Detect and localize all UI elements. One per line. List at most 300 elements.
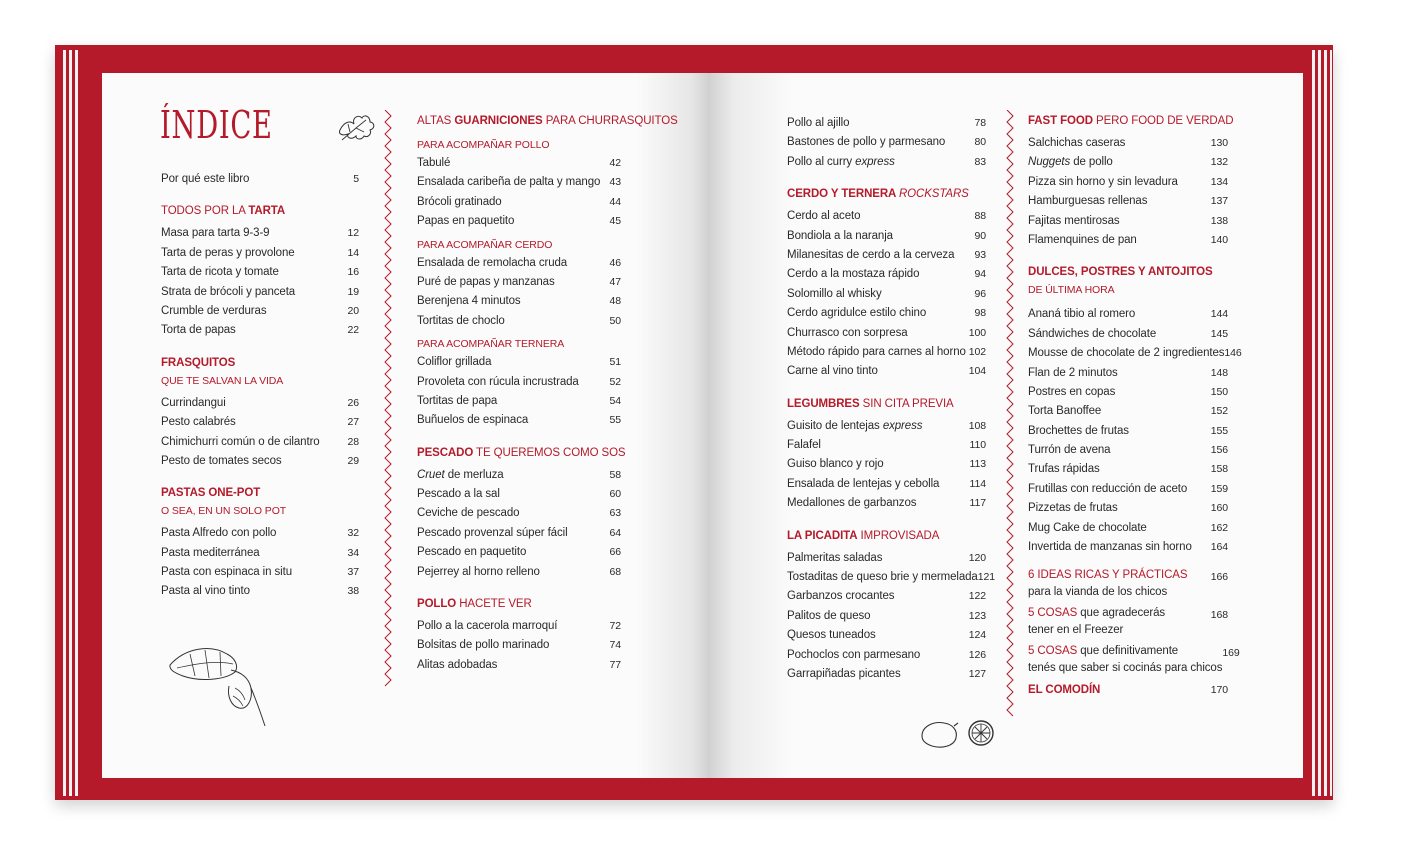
section-subheading: DE ÚLTIMA HORA	[1028, 284, 1115, 297]
entry-page: 58	[609, 468, 621, 481]
lemon-slice-icon	[966, 718, 996, 748]
entry-page: 64	[609, 526, 621, 539]
list-item	[417, 392, 621, 411]
list-item	[787, 304, 986, 323]
list-item	[1028, 325, 1228, 344]
list-item	[787, 665, 986, 684]
entry-list	[787, 436, 986, 514]
heading-bold: FRASQUITOS	[161, 356, 236, 369]
entry-page: 132	[1210, 156, 1228, 169]
list-item	[161, 170, 359, 189]
entry-page: 27	[347, 416, 359, 429]
list-item	[417, 292, 621, 311]
entry-label: Masa para tarta 9-3-9	[161, 227, 270, 240]
list-item	[161, 302, 359, 321]
entry-label: Crumble de verduras	[161, 304, 267, 317]
entry-label: Postres en copas	[1028, 385, 1116, 398]
highlight: RICAS Y PRÁCTICAS	[1071, 569, 1188, 582]
list-item	[417, 193, 621, 212]
entry-label: Provoleta con rúcula incrustrada	[417, 375, 579, 388]
entry-page: 20	[347, 304, 359, 317]
index-column-1	[161, 170, 359, 602]
list-item	[417, 636, 621, 655]
list-item	[417, 411, 621, 430]
entry-page: 32	[347, 527, 359, 540]
entry-line-1	[1028, 643, 1222, 660]
entry-page: 159	[1210, 482, 1228, 495]
list-item	[1028, 153, 1228, 172]
section-subheading: O SEA, EN UN SOLO POT	[161, 505, 287, 518]
heading-part: ALTAS	[417, 115, 455, 127]
entry-page: 148	[1210, 366, 1228, 379]
list-item	[1028, 173, 1228, 192]
entry-label: Ensalada de lentejas y cebolla	[787, 477, 940, 490]
entry-page: 145	[1210, 327, 1228, 340]
entry-label: Buñuelos de espinaca	[417, 414, 529, 427]
entry-label: Método rápido para carnes al horno	[787, 345, 966, 358]
entry-line-1	[1028, 605, 1165, 622]
entry-page: 90	[974, 229, 986, 242]
section-heading	[1028, 263, 1228, 281]
list-item	[1028, 422, 1228, 441]
entry-label: Pescado a la sal	[417, 488, 500, 501]
list-item	[787, 475, 986, 494]
entry-label: Bastones de pollo y parmesano	[787, 136, 946, 149]
entry-label: Invertida de manzanas sin horno	[1028, 541, 1192, 554]
list-item	[787, 549, 986, 568]
entry-page: 155	[1210, 424, 1228, 437]
list-item	[161, 394, 359, 413]
italic-word: Nuggets	[1028, 156, 1071, 169]
entry-page: 158	[1210, 463, 1228, 476]
entry-page: 29	[347, 454, 359, 467]
entry-line-2: para la vianda de los chicos	[1028, 586, 1168, 599]
list-item	[161, 263, 359, 282]
entry-page: 54	[609, 394, 621, 407]
entry-label: Alitas adobadas	[417, 658, 498, 671]
entry-label: Pollo al ajillo	[787, 117, 850, 129]
entry-label: Guiso blanco y rojo	[787, 458, 884, 471]
entry-label: Flan de 2 minutos	[1028, 366, 1118, 379]
list-item	[787, 362, 986, 381]
entry-page: 72	[609, 620, 621, 633]
lemon-icon	[918, 718, 960, 750]
section-heading	[161, 354, 359, 372]
entry-label: Mug Cake de chocolate	[1028, 521, 1147, 534]
entry-label: Quesos tuneados	[787, 629, 876, 642]
entry-label	[1028, 605, 1165, 639]
list-item	[1028, 519, 1228, 538]
entry-page: 108	[968, 419, 986, 432]
list-item	[787, 587, 986, 606]
page-edge-left	[60, 50, 80, 796]
list-item	[1028, 231, 1228, 250]
entry-page: 102	[968, 345, 986, 358]
entry-page: 123	[968, 609, 986, 622]
entry-label: Hamburguesas rellenas	[1028, 195, 1148, 208]
entry-list	[161, 224, 359, 340]
entry-list	[161, 524, 359, 602]
label-rest: que definitivamente	[1077, 645, 1179, 658]
entry-label	[1028, 567, 1187, 601]
index-column-4	[1028, 112, 1242, 701]
entry-page: 110	[969, 439, 986, 452]
entry-label: Brochettes de frutas	[1028, 424, 1129, 437]
list-item	[417, 563, 621, 582]
heading-part: IMPROVISADA	[857, 529, 940, 542]
list-item	[1028, 134, 1228, 153]
entry-page: 63	[609, 507, 621, 520]
section-subheading: QUE TE SALVAN LA VIDA	[161, 374, 284, 387]
entry-list	[417, 154, 621, 232]
entry-list	[1028, 305, 1242, 557]
list-item	[161, 321, 359, 340]
entry-list	[417, 353, 621, 431]
list-item	[417, 173, 621, 192]
section-subheading: PARA ACOMPAÑAR POLLO	[417, 139, 550, 151]
entry-list	[417, 485, 621, 582]
entry-page: 83	[974, 155, 986, 168]
entry-page: 113	[969, 458, 986, 471]
entry-label: Strata de brócoli y panceta	[161, 285, 296, 298]
list-item	[161, 563, 359, 582]
entry-page: 50	[609, 314, 621, 327]
list-item	[161, 433, 359, 452]
heading-bold: LEGUMBRES	[787, 397, 860, 410]
heading-bold: FAST FOOD	[1028, 115, 1093, 127]
entry-page: 42	[609, 157, 621, 169]
entry-page: 55	[609, 414, 621, 427]
entry-label: Medallones de garbanzos	[787, 497, 917, 510]
entry-label: Tortitas de papa	[417, 394, 498, 407]
list-item	[417, 254, 621, 273]
entry-page: 52	[609, 375, 621, 388]
list-item	[1028, 499, 1228, 518]
heading-bold: GUARNICIONES	[454, 115, 543, 127]
entry-page: 45	[609, 215, 621, 228]
entry-label: Pasta mediterránea	[161, 546, 260, 559]
section-heading	[787, 527, 986, 545]
entry-page: 44	[609, 195, 621, 208]
list-item	[1028, 567, 1228, 601]
entry-page: 124	[968, 629, 986, 642]
list-item	[1028, 383, 1228, 402]
entry-label	[787, 417, 922, 436]
list-item	[161, 244, 359, 263]
entry-page: 12	[347, 227, 359, 240]
page-edge-right	[1312, 50, 1332, 796]
entry-label: Bondiola a la naranja	[787, 229, 893, 242]
entry-list	[787, 114, 986, 153]
entry-label: Pescado en paquetito	[417, 546, 527, 559]
parsley-icon	[336, 110, 378, 144]
entry-line-2: tenés que saber si cocinás para chicos	[1028, 662, 1223, 675]
entry-list	[787, 549, 995, 685]
label-rest: de pollo	[1070, 156, 1113, 169]
entry-page: 74	[609, 639, 621, 652]
entry-page: 94	[974, 268, 986, 281]
entry-label: Frutillas con reducción de aceto	[1028, 482, 1188, 495]
entry-label: Milanesitas de cerdo a la cerveza	[787, 248, 955, 261]
entry-page: 16	[347, 266, 359, 279]
entry-page: 150	[1210, 385, 1228, 398]
list-item	[787, 646, 986, 665]
list-item	[161, 283, 359, 302]
entry-page: 77	[609, 658, 621, 671]
beet-icon	[165, 640, 270, 730]
entry-label: Pasta al vino tinto	[161, 585, 250, 598]
entry-page: 47	[609, 275, 621, 288]
entry-page: 66	[609, 546, 621, 559]
list-item	[1028, 480, 1228, 499]
entry-list	[1028, 134, 1228, 250]
entry-page: 164	[1210, 541, 1228, 554]
list-item	[787, 607, 986, 626]
entry-label: Solomillo al whisky	[787, 287, 882, 300]
entry-page: 34	[347, 546, 359, 559]
entry-label: Pescado provenzal súper fácil	[417, 526, 568, 539]
list-item	[1028, 538, 1228, 557]
list-item	[161, 544, 359, 563]
list-item	[787, 324, 986, 343]
entry-groups	[417, 136, 621, 431]
list-item	[1028, 305, 1228, 324]
entry-line-2: tener en el Freezer	[1028, 624, 1124, 637]
entry-page: 60	[609, 488, 621, 501]
entry-label: Por qué este libro	[161, 173, 250, 185]
list-item	[417, 524, 621, 543]
list-item	[787, 246, 986, 265]
entry-label: Torta Banoffee	[1028, 405, 1102, 418]
list-item	[417, 485, 621, 504]
heading-part: SIN CITA PREVIA	[859, 397, 954, 410]
index-column-3	[787, 114, 995, 684]
list-item	[417, 466, 621, 485]
list-item	[1028, 643, 1240, 677]
heading-bold: POLLO	[417, 598, 457, 611]
section-heading	[787, 185, 986, 203]
entry-label: Brócoli gratinado	[417, 195, 502, 208]
entry-page: 5	[353, 173, 359, 185]
entry-label	[787, 153, 895, 172]
section-heading	[417, 112, 678, 130]
heading-italic: ROCKSTARS	[898, 188, 969, 201]
list-item	[787, 265, 986, 284]
entry-page: 134	[1210, 175, 1228, 188]
entry-page: 104	[968, 365, 986, 378]
label-part: Pollo al curry	[787, 155, 856, 168]
entry-page: 137	[1210, 195, 1228, 208]
index-column-2	[417, 112, 678, 675]
list-item	[787, 285, 986, 304]
list-item	[417, 212, 621, 231]
highlight: 6 IDEAS	[1028, 569, 1072, 582]
entry-page: 117	[969, 497, 986, 510]
heading-bold: EL COMODÍN	[1028, 684, 1101, 697]
entry-page: 93	[974, 248, 986, 261]
list-item	[1028, 460, 1228, 479]
entry-label: Coliflor grillada	[417, 356, 492, 369]
entry-page: 78	[974, 117, 986, 129]
heading-part: PERO FOOD DE VERDAD	[1092, 115, 1234, 127]
entry-page: 169	[1222, 647, 1240, 660]
entry-label: Cerdo agridulce estilo chino	[787, 307, 927, 320]
heading-bold: TARTA	[248, 205, 286, 218]
highlight: 5 COSAS	[1028, 645, 1078, 658]
entry-label: Ensalada de remolacha cruda	[417, 256, 568, 269]
entry-label: Bolsitas de pollo marinado	[417, 639, 550, 652]
heading-bold: PASTAS ONE-POT	[161, 487, 261, 500]
entry-label: Pochoclos con parmesano	[787, 648, 921, 661]
list-item	[1028, 402, 1228, 421]
entry-label: Mousse de chocolate de 2 ingredientes	[1028, 347, 1225, 360]
entry-page: 168	[1210, 609, 1228, 622]
list-item	[417, 504, 621, 523]
entry-label: Pasta Alfredo con pollo	[161, 527, 277, 540]
entry-label: Pizzetas de frutas	[1028, 502, 1118, 515]
entry-label: Ensalada caribeña de palta y mango	[417, 176, 601, 189]
heading-part: HACETE VER	[456, 598, 532, 611]
list-item	[161, 413, 359, 432]
entry-label: Turrón de avena	[1028, 444, 1111, 457]
entry-label: Chimichurri común o de cilantro	[161, 435, 320, 448]
section-heading	[417, 595, 621, 613]
entry-line-1	[1028, 567, 1187, 584]
entry-page: 130	[1210, 137, 1228, 149]
label-rest: que agradecerás	[1077, 607, 1166, 620]
entry-list	[787, 207, 986, 382]
entry-page: 48	[609, 295, 621, 308]
section-heading	[161, 202, 359, 220]
entry-list	[417, 254, 621, 332]
entry-page: 138	[1210, 214, 1228, 227]
entry-label	[1028, 643, 1222, 677]
entry-page: 156	[1210, 444, 1228, 457]
section-heading	[787, 395, 986, 413]
entry-label: Torta de papas	[161, 324, 236, 337]
entry-label: Carne al vino tinto	[787, 365, 878, 378]
list-item	[787, 455, 986, 474]
list-item	[417, 353, 621, 372]
label-part: Guisito de lentejas	[787, 419, 883, 432]
entry-label: Tostaditas de queso brie y mermelada	[787, 571, 978, 584]
list-item	[417, 656, 621, 675]
entry-page: 22	[347, 324, 359, 337]
list-item	[417, 273, 621, 292]
entry-label: Tabulé	[417, 157, 451, 169]
entry-page: 46	[609, 256, 621, 269]
list-item	[787, 436, 986, 455]
list-item	[787, 133, 986, 152]
list-item	[161, 224, 359, 243]
entry-list	[787, 417, 986, 514]
entry-page: 80	[974, 136, 986, 149]
heading-part: TE QUEREMOS COMO SOS	[473, 446, 626, 459]
entry-page: 160	[1210, 502, 1228, 515]
list-item	[1028, 212, 1228, 231]
heading-part: TODOS POR LA	[161, 205, 249, 218]
entry-page: 122	[968, 590, 986, 603]
entry-label: Papas en paquetito	[417, 215, 515, 228]
italic-word: Cruet	[417, 468, 445, 481]
list-item	[417, 373, 621, 392]
entry-page: 162	[1210, 521, 1228, 534]
entry-label: Pesto de tomates secos	[161, 454, 282, 467]
entry-label: Currindangui	[161, 396, 226, 409]
entry-label: Tarta de peras y provolone	[161, 246, 295, 259]
entry-label: Trufas rápidas	[1028, 463, 1100, 476]
page-title: ÍNDICE	[160, 103, 273, 147]
entry-page: 114	[969, 477, 986, 490]
heading-bold: CERDO Y TERNERA	[787, 188, 899, 201]
list-item	[417, 312, 621, 331]
list-item	[787, 153, 986, 172]
heading-part: PARA CHURRASQUITOS	[542, 115, 678, 127]
list-item	[1028, 344, 1242, 363]
entry-page: 28	[347, 435, 359, 448]
entry-label: Garrapiñadas picantes	[787, 667, 901, 680]
entry-label: Salchichas caseras	[1028, 137, 1126, 149]
list-item	[1028, 364, 1228, 383]
entry-label: Falafel	[787, 439, 821, 452]
entry-page: 100	[968, 326, 986, 339]
entry-page: 37	[347, 566, 359, 579]
list-item	[417, 617, 621, 636]
entry-label: Ceviche de pescado	[417, 507, 520, 520]
entry-label: Flamenquines de pan	[1028, 233, 1137, 246]
list-item	[787, 114, 986, 133]
list-item	[161, 452, 359, 471]
entry-list	[417, 617, 621, 675]
section-subheading: PARA ACOMPAÑAR TERNERA	[417, 338, 565, 351]
entry-page: 170	[1210, 684, 1228, 697]
entry-page: 43	[609, 176, 621, 189]
heading-bold: DULCES, POSTRES Y ANTOJITOS	[1028, 266, 1213, 279]
section-heading	[417, 444, 626, 462]
entry-page: 152	[1210, 405, 1228, 418]
zigzag-divider	[1005, 110, 1015, 720]
italic-word: express	[882, 419, 923, 432]
section-subheading: PARA ACOMPAÑAR CERDO	[417, 238, 553, 251]
entry-label: Fajitas mentirosas	[1028, 214, 1120, 227]
entry-list	[1028, 173, 1228, 251]
entry-label: Tarta de ricota y tomate	[161, 266, 279, 279]
heading-bold: LA PICADITA	[787, 529, 858, 542]
italic-word: express	[855, 155, 895, 168]
entry-page: 98	[974, 307, 986, 320]
list-item	[787, 494, 986, 513]
section-heading	[161, 484, 359, 502]
entry-label: Sándwiches de chocolate	[1028, 327, 1157, 340]
list-item	[161, 582, 359, 601]
entry-label: Palitos de queso	[787, 609, 871, 622]
entry-label	[1028, 153, 1113, 172]
entry-label: Pejerrey al horno relleno	[417, 565, 540, 578]
entry-page: 14	[347, 246, 359, 259]
entry-page: 96	[974, 287, 986, 300]
zigzag-divider	[383, 110, 393, 690]
entry-page: 38	[347, 585, 359, 598]
list-item	[787, 207, 986, 226]
entry-page: 140	[1210, 233, 1228, 246]
entry-label: Tortitas de choclo	[417, 314, 505, 327]
entry-label: Cerdo al aceto	[787, 210, 861, 223]
entry-page: 146	[1224, 347, 1242, 360]
entry-label	[1028, 681, 1100, 700]
list-item	[787, 568, 995, 587]
entry-page: 127	[968, 667, 986, 680]
entry-page: 121	[977, 571, 995, 584]
